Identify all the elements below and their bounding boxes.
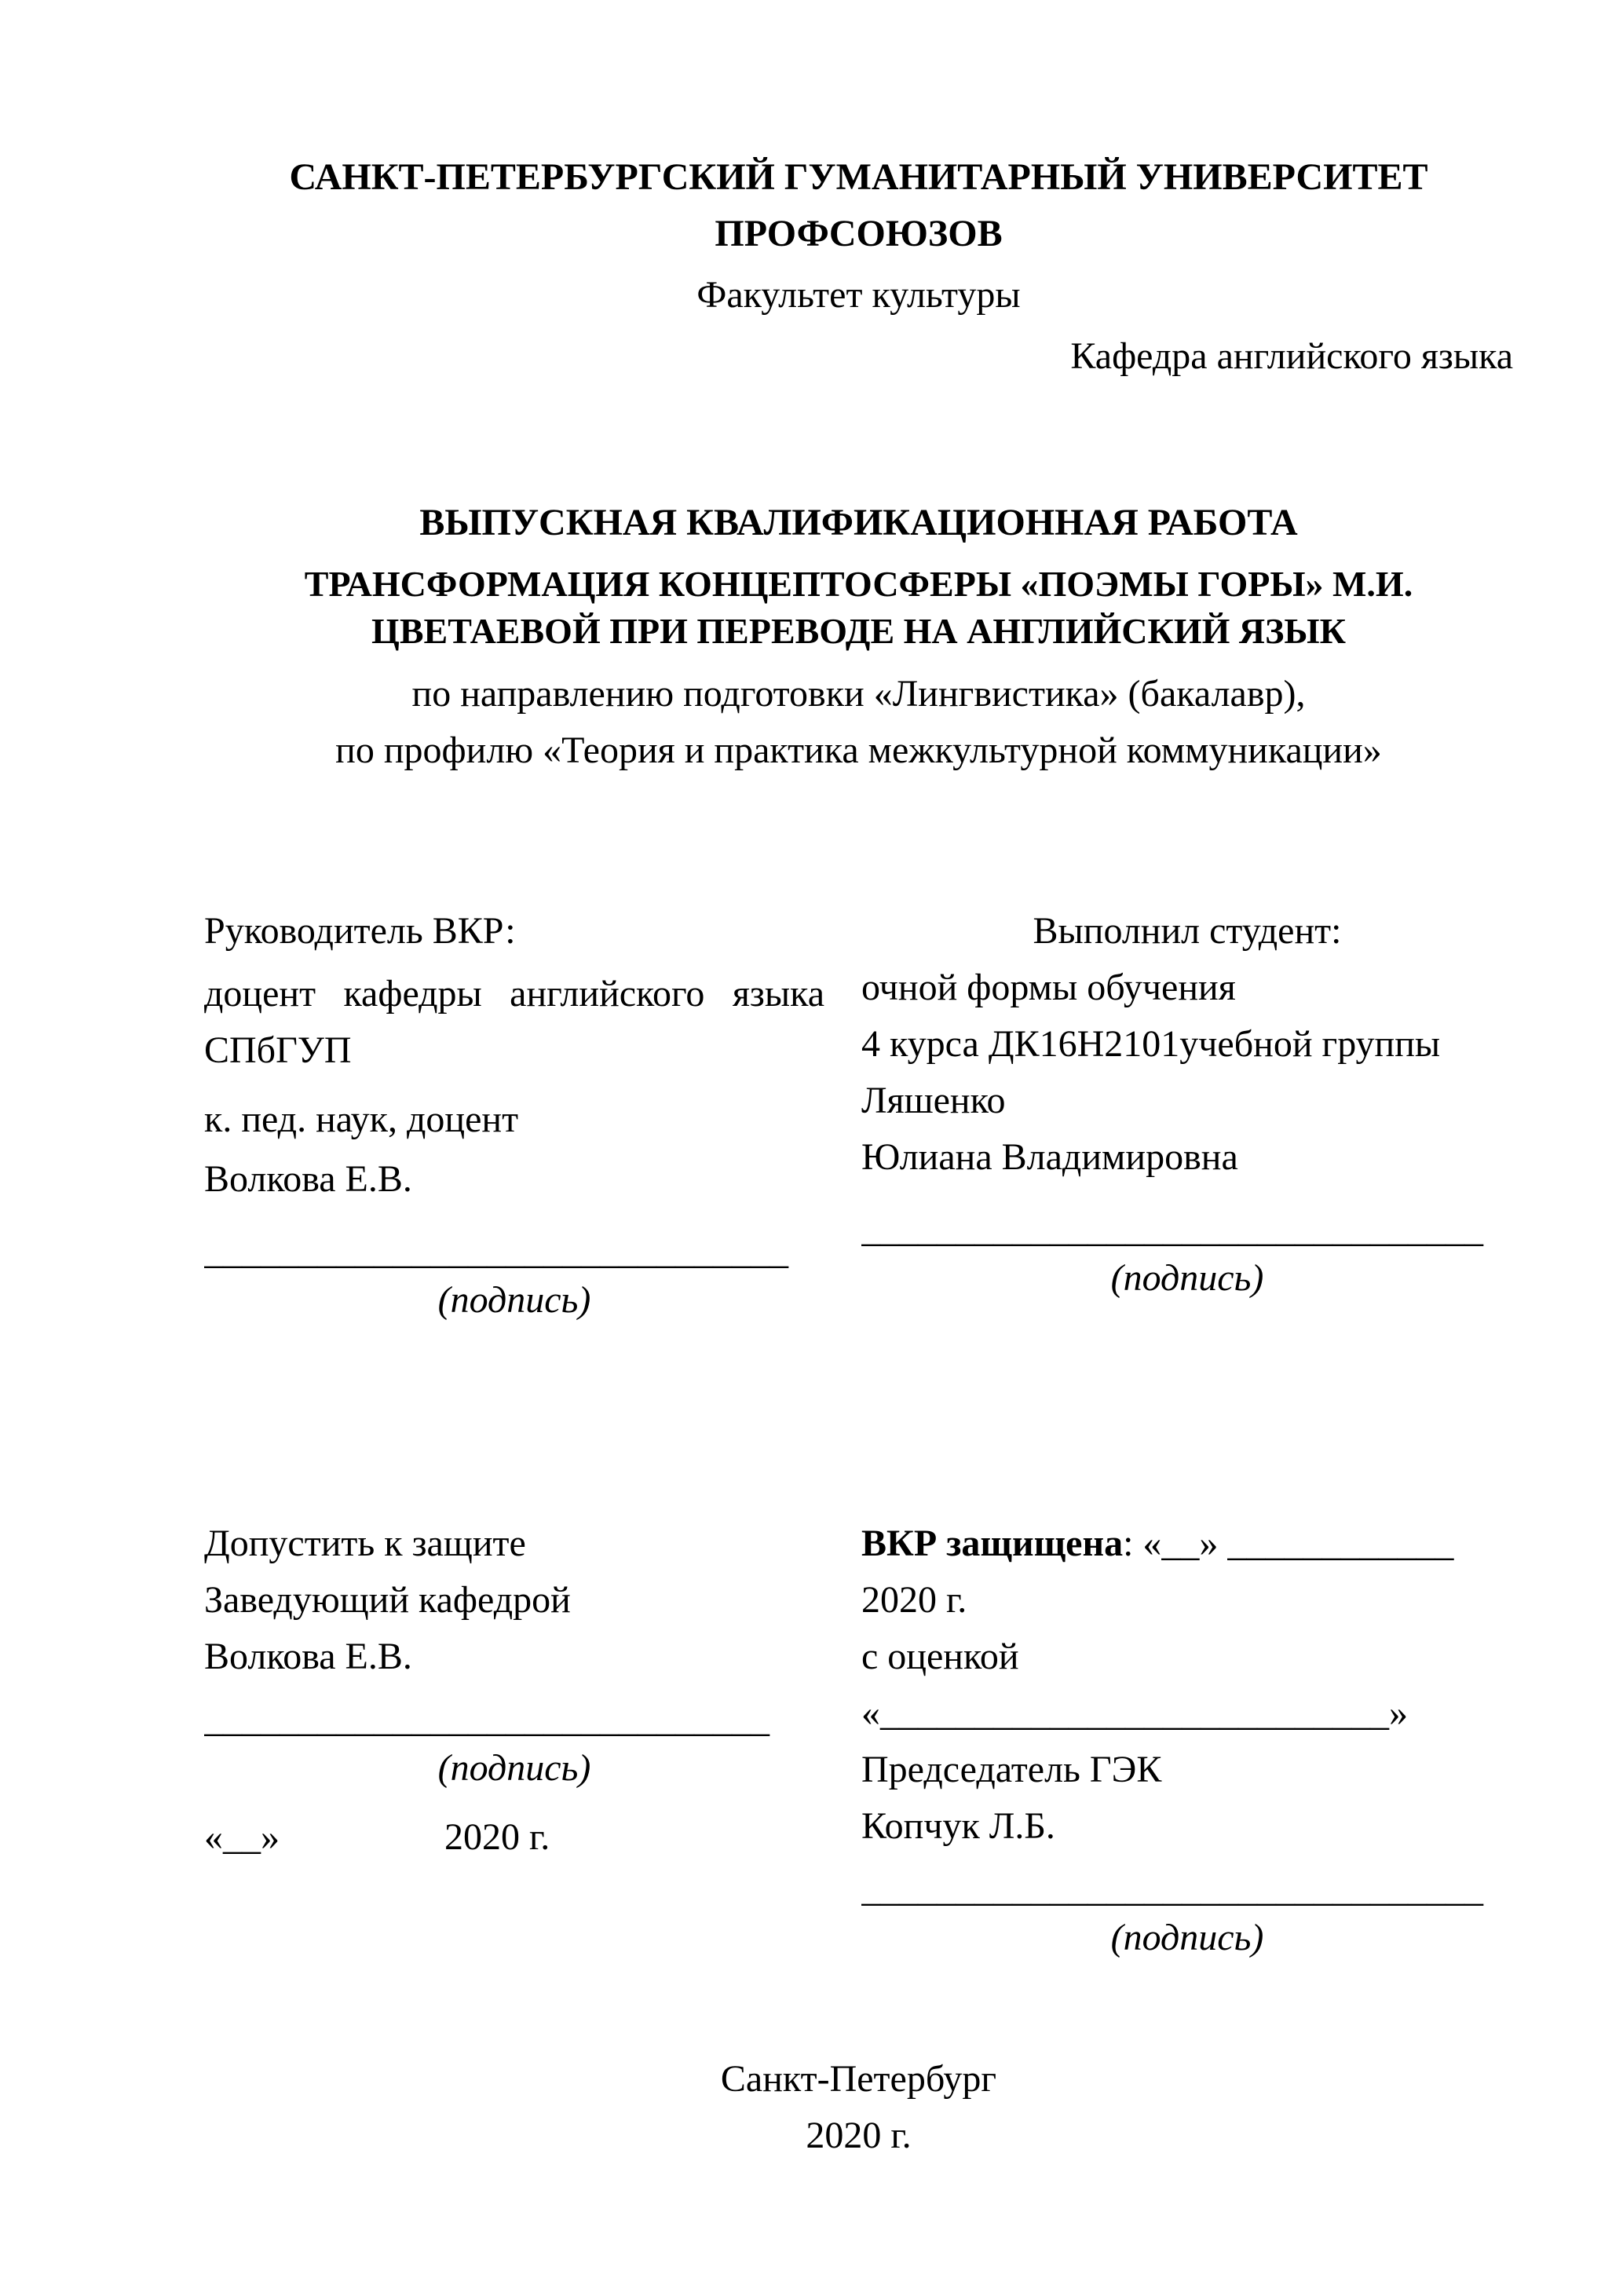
student-study-form: очной формы обучения <box>861 966 1236 1008</box>
defense-block <box>861 1515 1513 1957</box>
defense-signature-line: _________________________________ <box>861 1867 1483 1910</box>
student-name-patronymic: Юлиана Владимировна <box>861 1135 1238 1178</box>
admission-defense-section <box>204 1515 1513 1957</box>
supervisor-block <box>204 903 824 1319</box>
defense-status-label: ВКР защищена <box>861 1522 1124 1564</box>
university-name: САНКТ-ПЕТЕРБУРГСКИЙ ГУМАНИТАРНЫЙ УНИВЕРСИТЕТ ПРОФСОЮЗОВ <box>289 156 1428 254</box>
supervisor-student-section <box>204 903 1513 1319</box>
admission-date-year: 2020 г. <box>444 1815 550 1858</box>
supervisor-signature-caption: (подпись) <box>437 1278 591 1321</box>
work-type-heading: ВЫПУСКНАЯ КВАЛИФИКАЦИОННАЯ РАБОТА <box>419 502 1298 543</box>
defense-chairman-name: Копчук Л.Б. <box>861 1804 1055 1847</box>
faculty-name: Факультет культуры <box>696 274 1021 316</box>
admission-signature-line: ______________________________ <box>204 1698 769 1740</box>
supervisor-heading: Руководитель ВКР: <box>204 909 516 952</box>
program-profile: по профилю «Теория и практика межкультурной коммуникации» <box>335 729 1382 771</box>
footer-block <box>204 2051 1513 2164</box>
thesis-title: ТРАНСФОРМАЦИЯ КОНЦЕПТОСФЕРЫ «ПОЭМЫ ГОРЫ» М.И. ЦВЕТАЕВОЙ ПРИ ПЕРЕВОДЕ НА АНГЛИЙСКИЙ ЯЗЫК <box>304 564 1413 651</box>
student-signature-caption: (подпись) <box>1110 1256 1264 1299</box>
supervisor-signature-line: _______________________________ <box>204 1230 788 1272</box>
student-group: 4 курса ДК16Н2101учебной группы <box>861 1022 1441 1065</box>
admission-line1: Допустить к защите <box>204 1522 526 1564</box>
defense-chairman-title: Председатель ГЭК <box>861 1748 1162 1790</box>
supervisor-position: доцент кафедры английского языка СПбГУП <box>204 972 824 1071</box>
supervisor-name: Волкова Е.В. <box>204 1157 412 1200</box>
defense-status-line <box>861 1515 1513 1629</box>
admission-name: Волкова Е.В. <box>204 1635 412 1677</box>
admission-date-quote: «__» <box>204 1815 280 1858</box>
admission-line2: Заведующий кафедрой <box>204 1578 571 1621</box>
defense-signature-caption: (подпись) <box>1110 1916 1264 1958</box>
admission-block <box>204 1515 824 1957</box>
student-surname: Ляшенко <box>861 1079 1006 1121</box>
footer-city: Санкт-Петербург <box>720 2057 997 2100</box>
admission-date-row <box>204 1809 824 1866</box>
supervisor-degree: к. пед. наук, доцент <box>204 1098 519 1140</box>
student-heading: Выполнил студент: <box>1033 909 1342 952</box>
department-name: Кафедра английского языка <box>1070 335 1513 377</box>
student-block <box>861 903 1513 1319</box>
admission-signature-caption: (подпись) <box>437 1746 591 1789</box>
footer-year: 2020 г. <box>806 2114 912 2156</box>
defense-grade-line: с оценкой «___________________________» <box>861 1635 1408 1734</box>
program-direction: по направлению подготовки «Лингвистика» (бакалавр), <box>411 672 1306 715</box>
defense-status-rest: : «__» ____________ 2020 г. <box>861 1522 1454 1621</box>
student-signature-line: _________________________________ <box>861 1208 1483 1250</box>
